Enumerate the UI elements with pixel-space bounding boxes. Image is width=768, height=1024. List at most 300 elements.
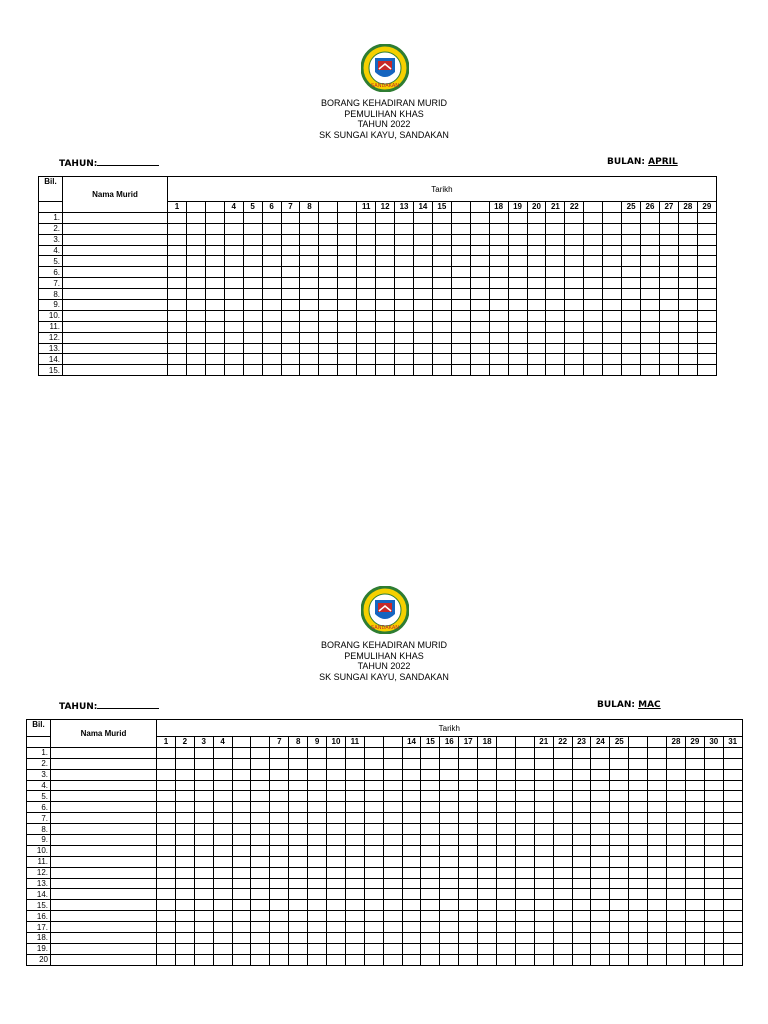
attendance-cell[interactable]	[327, 758, 346, 769]
attendance-cell[interactable]	[262, 321, 281, 332]
attendance-cell[interactable]	[251, 867, 270, 878]
attendance-cell[interactable]	[603, 278, 622, 289]
attendance-cell[interactable]	[232, 824, 251, 835]
attendance-cell[interactable]	[515, 933, 534, 944]
attendance-cell[interactable]	[440, 780, 459, 791]
attendance-cell[interactable]	[308, 791, 327, 802]
attendance-cell[interactable]	[497, 824, 516, 835]
attendance-cell[interactable]	[327, 922, 346, 933]
attendance-cell[interactable]	[678, 332, 697, 343]
attendance-cell[interactable]	[308, 835, 327, 846]
attendance-cell[interactable]	[289, 780, 308, 791]
attendance-cell[interactable]	[508, 223, 527, 234]
attendance-cell[interactable]	[205, 332, 224, 343]
attendance-cell[interactable]	[527, 289, 546, 300]
attendance-cell[interactable]	[289, 911, 308, 922]
attendance-cell[interactable]	[175, 856, 194, 867]
attendance-cell[interactable]	[697, 234, 716, 245]
attendance-cell[interactable]	[603, 223, 622, 234]
attendance-cell[interactable]	[685, 824, 704, 835]
attendance-cell[interactable]	[591, 856, 610, 867]
attendance-cell[interactable]	[451, 332, 470, 343]
attendance-cell[interactable]	[289, 933, 308, 944]
attendance-cell[interactable]	[194, 758, 213, 769]
attendance-cell[interactable]	[213, 835, 232, 846]
attendance-cell[interactable]	[270, 954, 289, 965]
attendance-cell[interactable]	[440, 791, 459, 802]
attendance-cell[interactable]	[667, 835, 686, 846]
attendance-cell[interactable]	[364, 791, 383, 802]
attendance-cell[interactable]	[345, 845, 364, 856]
attendance-cell[interactable]	[584, 267, 603, 278]
student-name-cell[interactable]	[51, 813, 157, 824]
attendance-cell[interactable]	[338, 256, 357, 267]
student-name-cell[interactable]	[51, 856, 157, 867]
attendance-cell[interactable]	[497, 845, 516, 856]
attendance-cell[interactable]	[515, 943, 534, 954]
attendance-cell[interactable]	[205, 365, 224, 376]
attendance-cell[interactable]	[376, 234, 395, 245]
attendance-cell[interactable]	[459, 791, 478, 802]
attendance-cell[interactable]	[459, 856, 478, 867]
attendance-cell[interactable]	[497, 922, 516, 933]
attendance-cell[interactable]	[289, 878, 308, 889]
attendance-cell[interactable]	[659, 321, 678, 332]
attendance-cell[interactable]	[553, 824, 572, 835]
attendance-cell[interactable]	[289, 867, 308, 878]
attendance-cell[interactable]	[534, 922, 553, 933]
attendance-cell[interactable]	[338, 332, 357, 343]
attendance-cell[interactable]	[629, 889, 648, 900]
attendance-cell[interactable]	[308, 769, 327, 780]
attendance-cell[interactable]	[534, 802, 553, 813]
attendance-cell[interactable]	[327, 900, 346, 911]
attendance-cell[interactable]	[659, 245, 678, 256]
attendance-cell[interactable]	[565, 321, 584, 332]
attendance-cell[interactable]	[610, 911, 629, 922]
attendance-cell[interactable]	[213, 922, 232, 933]
student-name-cell[interactable]	[51, 845, 157, 856]
attendance-cell[interactable]	[572, 878, 591, 889]
attendance-cell[interactable]	[591, 747, 610, 758]
student-name-cell[interactable]	[63, 365, 168, 376]
attendance-cell[interactable]	[697, 256, 716, 267]
attendance-cell[interactable]	[648, 856, 667, 867]
attendance-cell[interactable]	[168, 278, 187, 289]
attendance-cell[interactable]	[515, 813, 534, 824]
attendance-cell[interactable]	[667, 867, 686, 878]
attendance-cell[interactable]	[451, 234, 470, 245]
attendance-cell[interactable]	[497, 780, 516, 791]
attendance-cell[interactable]	[565, 278, 584, 289]
attendance-cell[interactable]	[402, 747, 421, 758]
attendance-cell[interactable]	[478, 867, 497, 878]
attendance-cell[interactable]	[648, 747, 667, 758]
attendance-cell[interactable]	[478, 954, 497, 965]
attendance-cell[interactable]	[395, 354, 414, 365]
attendance-cell[interactable]	[546, 300, 565, 311]
attendance-cell[interactable]	[591, 791, 610, 802]
attendance-cell[interactable]	[629, 835, 648, 846]
attendance-cell[interactable]	[591, 922, 610, 933]
attendance-cell[interactable]	[508, 310, 527, 321]
attendance-cell[interactable]	[591, 900, 610, 911]
attendance-cell[interactable]	[232, 769, 251, 780]
attendance-cell[interactable]	[175, 922, 194, 933]
attendance-cell[interactable]	[251, 747, 270, 758]
attendance-cell[interactable]	[251, 900, 270, 911]
attendance-cell[interactable]	[262, 354, 281, 365]
attendance-cell[interactable]	[667, 758, 686, 769]
attendance-cell[interactable]	[459, 802, 478, 813]
attendance-cell[interactable]	[667, 856, 686, 867]
attendance-cell[interactable]	[572, 856, 591, 867]
attendance-cell[interactable]	[440, 769, 459, 780]
attendance-cell[interactable]	[478, 889, 497, 900]
attendance-cell[interactable]	[508, 256, 527, 267]
attendance-cell[interactable]	[659, 365, 678, 376]
attendance-cell[interactable]	[232, 802, 251, 813]
attendance-cell[interactable]	[194, 747, 213, 758]
attendance-cell[interactable]	[327, 802, 346, 813]
attendance-cell[interactable]	[383, 954, 402, 965]
attendance-cell[interactable]	[648, 911, 667, 922]
attendance-cell[interactable]	[478, 802, 497, 813]
attendance-cell[interactable]	[243, 223, 262, 234]
attendance-cell[interactable]	[610, 856, 629, 867]
attendance-cell[interactable]	[270, 943, 289, 954]
attendance-cell[interactable]	[648, 878, 667, 889]
attendance-cell[interactable]	[489, 343, 508, 354]
attendance-cell[interactable]	[572, 813, 591, 824]
attendance-cell[interactable]	[572, 867, 591, 878]
attendance-cell[interactable]	[451, 321, 470, 332]
attendance-cell[interactable]	[262, 234, 281, 245]
attendance-cell[interactable]	[508, 289, 527, 300]
attendance-cell[interactable]	[572, 943, 591, 954]
attendance-cell[interactable]	[383, 867, 402, 878]
attendance-cell[interactable]	[345, 769, 364, 780]
attendance-cell[interactable]	[251, 933, 270, 944]
attendance-cell[interactable]	[243, 343, 262, 354]
attendance-cell[interactable]	[572, 954, 591, 965]
attendance-cell[interactable]	[678, 321, 697, 332]
attendance-cell[interactable]	[440, 878, 459, 889]
attendance-cell[interactable]	[168, 354, 187, 365]
attendance-cell[interactable]	[157, 889, 176, 900]
attendance-cell[interactable]	[459, 780, 478, 791]
attendance-cell[interactable]	[572, 791, 591, 802]
attendance-cell[interactable]	[451, 300, 470, 311]
attendance-cell[interactable]	[622, 289, 641, 300]
attendance-cell[interactable]	[319, 245, 338, 256]
attendance-cell[interactable]	[534, 835, 553, 846]
attendance-cell[interactable]	[659, 289, 678, 300]
attendance-cell[interactable]	[421, 769, 440, 780]
attendance-cell[interactable]	[251, 954, 270, 965]
attendance-cell[interactable]	[262, 256, 281, 267]
attendance-cell[interactable]	[194, 954, 213, 965]
attendance-cell[interactable]	[659, 212, 678, 223]
attendance-cell[interactable]	[584, 321, 603, 332]
attendance-cell[interactable]	[345, 933, 364, 944]
attendance-cell[interactable]	[622, 278, 641, 289]
attendance-cell[interactable]	[224, 245, 243, 256]
attendance-cell[interactable]	[610, 954, 629, 965]
attendance-cell[interactable]	[281, 310, 300, 321]
attendance-cell[interactable]	[308, 878, 327, 889]
attendance-cell[interactable]	[515, 856, 534, 867]
attendance-cell[interactable]	[440, 813, 459, 824]
attendance-cell[interactable]	[421, 813, 440, 824]
attendance-cell[interactable]	[678, 267, 697, 278]
attendance-cell[interactable]	[338, 354, 357, 365]
attendance-cell[interactable]	[697, 223, 716, 234]
attendance-cell[interactable]	[300, 278, 319, 289]
attendance-cell[interactable]	[440, 747, 459, 758]
attendance-cell[interactable]	[402, 889, 421, 900]
attendance-cell[interactable]	[157, 747, 176, 758]
attendance-cell[interactable]	[451, 223, 470, 234]
attendance-cell[interactable]	[251, 813, 270, 824]
attendance-cell[interactable]	[364, 954, 383, 965]
attendance-cell[interactable]	[205, 289, 224, 300]
student-name-cell[interactable]	[51, 802, 157, 813]
attendance-cell[interactable]	[546, 278, 565, 289]
attendance-cell[interactable]	[451, 365, 470, 376]
attendance-cell[interactable]	[659, 332, 678, 343]
attendance-cell[interactable]	[610, 802, 629, 813]
attendance-cell[interactable]	[648, 922, 667, 933]
attendance-cell[interactable]	[205, 278, 224, 289]
attendance-cell[interactable]	[308, 747, 327, 758]
attendance-cell[interactable]	[383, 878, 402, 889]
attendance-cell[interactable]	[723, 769, 742, 780]
attendance-cell[interactable]	[641, 300, 660, 311]
student-name-cell[interactable]	[63, 310, 168, 321]
attendance-cell[interactable]	[175, 802, 194, 813]
attendance-cell[interactable]	[610, 943, 629, 954]
student-name-cell[interactable]	[63, 223, 168, 234]
attendance-cell[interactable]	[515, 954, 534, 965]
attendance-cell[interactable]	[213, 933, 232, 944]
attendance-cell[interactable]	[648, 943, 667, 954]
attendance-cell[interactable]	[319, 267, 338, 278]
attendance-cell[interactable]	[168, 256, 187, 267]
attendance-cell[interactable]	[478, 878, 497, 889]
student-name-cell[interactable]	[63, 354, 168, 365]
attendance-cell[interactable]	[157, 856, 176, 867]
attendance-cell[interactable]	[704, 911, 723, 922]
attendance-cell[interactable]	[610, 900, 629, 911]
attendance-cell[interactable]	[553, 954, 572, 965]
attendance-cell[interactable]	[338, 223, 357, 234]
attendance-cell[interactable]	[175, 943, 194, 954]
attendance-cell[interactable]	[629, 802, 648, 813]
attendance-cell[interactable]	[515, 900, 534, 911]
attendance-cell[interactable]	[175, 747, 194, 758]
attendance-cell[interactable]	[553, 933, 572, 944]
attendance-cell[interactable]	[345, 867, 364, 878]
attendance-cell[interactable]	[603, 256, 622, 267]
attendance-cell[interactable]	[194, 889, 213, 900]
attendance-cell[interactable]	[622, 223, 641, 234]
attendance-cell[interactable]	[470, 256, 489, 267]
attendance-cell[interactable]	[308, 824, 327, 835]
attendance-cell[interactable]	[319, 278, 338, 289]
attendance-cell[interactable]	[402, 758, 421, 769]
attendance-cell[interactable]	[489, 234, 508, 245]
attendance-cell[interactable]	[376, 212, 395, 223]
attendance-cell[interactable]	[534, 900, 553, 911]
attendance-cell[interactable]	[497, 769, 516, 780]
attendance-cell[interactable]	[685, 922, 704, 933]
attendance-cell[interactable]	[723, 845, 742, 856]
attendance-cell[interactable]	[659, 267, 678, 278]
attendance-cell[interactable]	[459, 845, 478, 856]
attendance-cell[interactable]	[497, 943, 516, 954]
attendance-cell[interactable]	[459, 769, 478, 780]
attendance-cell[interactable]	[678, 354, 697, 365]
attendance-cell[interactable]	[704, 824, 723, 835]
attendance-cell[interactable]	[508, 365, 527, 376]
student-name-cell[interactable]	[51, 922, 157, 933]
student-name-cell[interactable]	[63, 212, 168, 223]
attendance-cell[interactable]	[308, 845, 327, 856]
attendance-cell[interactable]	[402, 780, 421, 791]
attendance-cell[interactable]	[289, 943, 308, 954]
attendance-cell[interactable]	[413, 321, 432, 332]
attendance-cell[interactable]	[440, 911, 459, 922]
attendance-cell[interactable]	[527, 212, 546, 223]
attendance-cell[interactable]	[270, 933, 289, 944]
attendance-cell[interactable]	[546, 332, 565, 343]
attendance-cell[interactable]	[572, 911, 591, 922]
attendance-cell[interactable]	[262, 343, 281, 354]
attendance-cell[interactable]	[553, 835, 572, 846]
attendance-cell[interactable]	[157, 943, 176, 954]
attendance-cell[interactable]	[157, 813, 176, 824]
attendance-cell[interactable]	[383, 747, 402, 758]
attendance-cell[interactable]	[432, 256, 451, 267]
attendance-cell[interactable]	[421, 824, 440, 835]
attendance-cell[interactable]	[667, 747, 686, 758]
attendance-cell[interactable]	[572, 824, 591, 835]
attendance-cell[interactable]	[402, 802, 421, 813]
attendance-cell[interactable]	[470, 332, 489, 343]
attendance-cell[interactable]	[327, 769, 346, 780]
attendance-cell[interactable]	[357, 310, 376, 321]
attendance-cell[interactable]	[440, 867, 459, 878]
attendance-cell[interactable]	[685, 769, 704, 780]
attendance-cell[interactable]	[289, 791, 308, 802]
attendance-cell[interactable]	[327, 867, 346, 878]
attendance-cell[interactable]	[629, 954, 648, 965]
attendance-cell[interactable]	[345, 878, 364, 889]
attendance-cell[interactable]	[281, 256, 300, 267]
attendance-cell[interactable]	[357, 321, 376, 332]
attendance-cell[interactable]	[421, 845, 440, 856]
attendance-cell[interactable]	[308, 780, 327, 791]
attendance-cell[interactable]	[584, 289, 603, 300]
attendance-cell[interactable]	[459, 758, 478, 769]
attendance-cell[interactable]	[723, 878, 742, 889]
student-name-cell[interactable]	[63, 245, 168, 256]
attendance-cell[interactable]	[421, 900, 440, 911]
attendance-cell[interactable]	[281, 234, 300, 245]
attendance-cell[interactable]	[157, 769, 176, 780]
attendance-cell[interactable]	[345, 856, 364, 867]
attendance-cell[interactable]	[584, 332, 603, 343]
attendance-cell[interactable]	[186, 343, 205, 354]
attendance-cell[interactable]	[629, 780, 648, 791]
attendance-cell[interactable]	[421, 867, 440, 878]
attendance-cell[interactable]	[546, 212, 565, 223]
attendance-cell[interactable]	[327, 954, 346, 965]
attendance-cell[interactable]	[421, 911, 440, 922]
attendance-cell[interactable]	[357, 223, 376, 234]
attendance-cell[interactable]	[678, 365, 697, 376]
attendance-cell[interactable]	[232, 878, 251, 889]
attendance-cell[interactable]	[194, 780, 213, 791]
attendance-cell[interactable]	[319, 289, 338, 300]
attendance-cell[interactable]	[383, 758, 402, 769]
attendance-cell[interactable]	[697, 300, 716, 311]
attendance-cell[interactable]	[357, 234, 376, 245]
attendance-cell[interactable]	[723, 824, 742, 835]
attendance-cell[interactable]	[685, 889, 704, 900]
attendance-cell[interactable]	[402, 845, 421, 856]
attendance-cell[interactable]	[440, 845, 459, 856]
attendance-cell[interactable]	[440, 824, 459, 835]
attendance-cell[interactable]	[413, 223, 432, 234]
attendance-cell[interactable]	[697, 343, 716, 354]
attendance-cell[interactable]	[440, 954, 459, 965]
attendance-cell[interactable]	[704, 900, 723, 911]
attendance-cell[interactable]	[553, 922, 572, 933]
attendance-cell[interactable]	[224, 212, 243, 223]
attendance-cell[interactable]	[565, 332, 584, 343]
attendance-cell[interactable]	[667, 791, 686, 802]
attendance-cell[interactable]	[421, 747, 440, 758]
attendance-cell[interactable]	[251, 802, 270, 813]
attendance-cell[interactable]	[300, 332, 319, 343]
attendance-cell[interactable]	[224, 278, 243, 289]
attendance-cell[interactable]	[553, 856, 572, 867]
attendance-cell[interactable]	[641, 245, 660, 256]
attendance-cell[interactable]	[584, 245, 603, 256]
attendance-cell[interactable]	[186, 234, 205, 245]
attendance-cell[interactable]	[168, 234, 187, 245]
attendance-cell[interactable]	[648, 769, 667, 780]
attendance-cell[interactable]	[723, 933, 742, 944]
attendance-cell[interactable]	[168, 289, 187, 300]
attendance-cell[interactable]	[376, 321, 395, 332]
attendance-cell[interactable]	[704, 845, 723, 856]
attendance-cell[interactable]	[659, 343, 678, 354]
attendance-cell[interactable]	[364, 802, 383, 813]
attendance-cell[interactable]	[327, 943, 346, 954]
attendance-cell[interactable]	[194, 911, 213, 922]
attendance-cell[interactable]	[470, 354, 489, 365]
attendance-cell[interactable]	[194, 867, 213, 878]
student-name-cell[interactable]	[51, 747, 157, 758]
attendance-cell[interactable]	[281, 223, 300, 234]
attendance-cell[interactable]	[338, 310, 357, 321]
attendance-cell[interactable]	[470, 321, 489, 332]
attendance-cell[interactable]	[327, 813, 346, 824]
attendance-cell[interactable]	[685, 943, 704, 954]
